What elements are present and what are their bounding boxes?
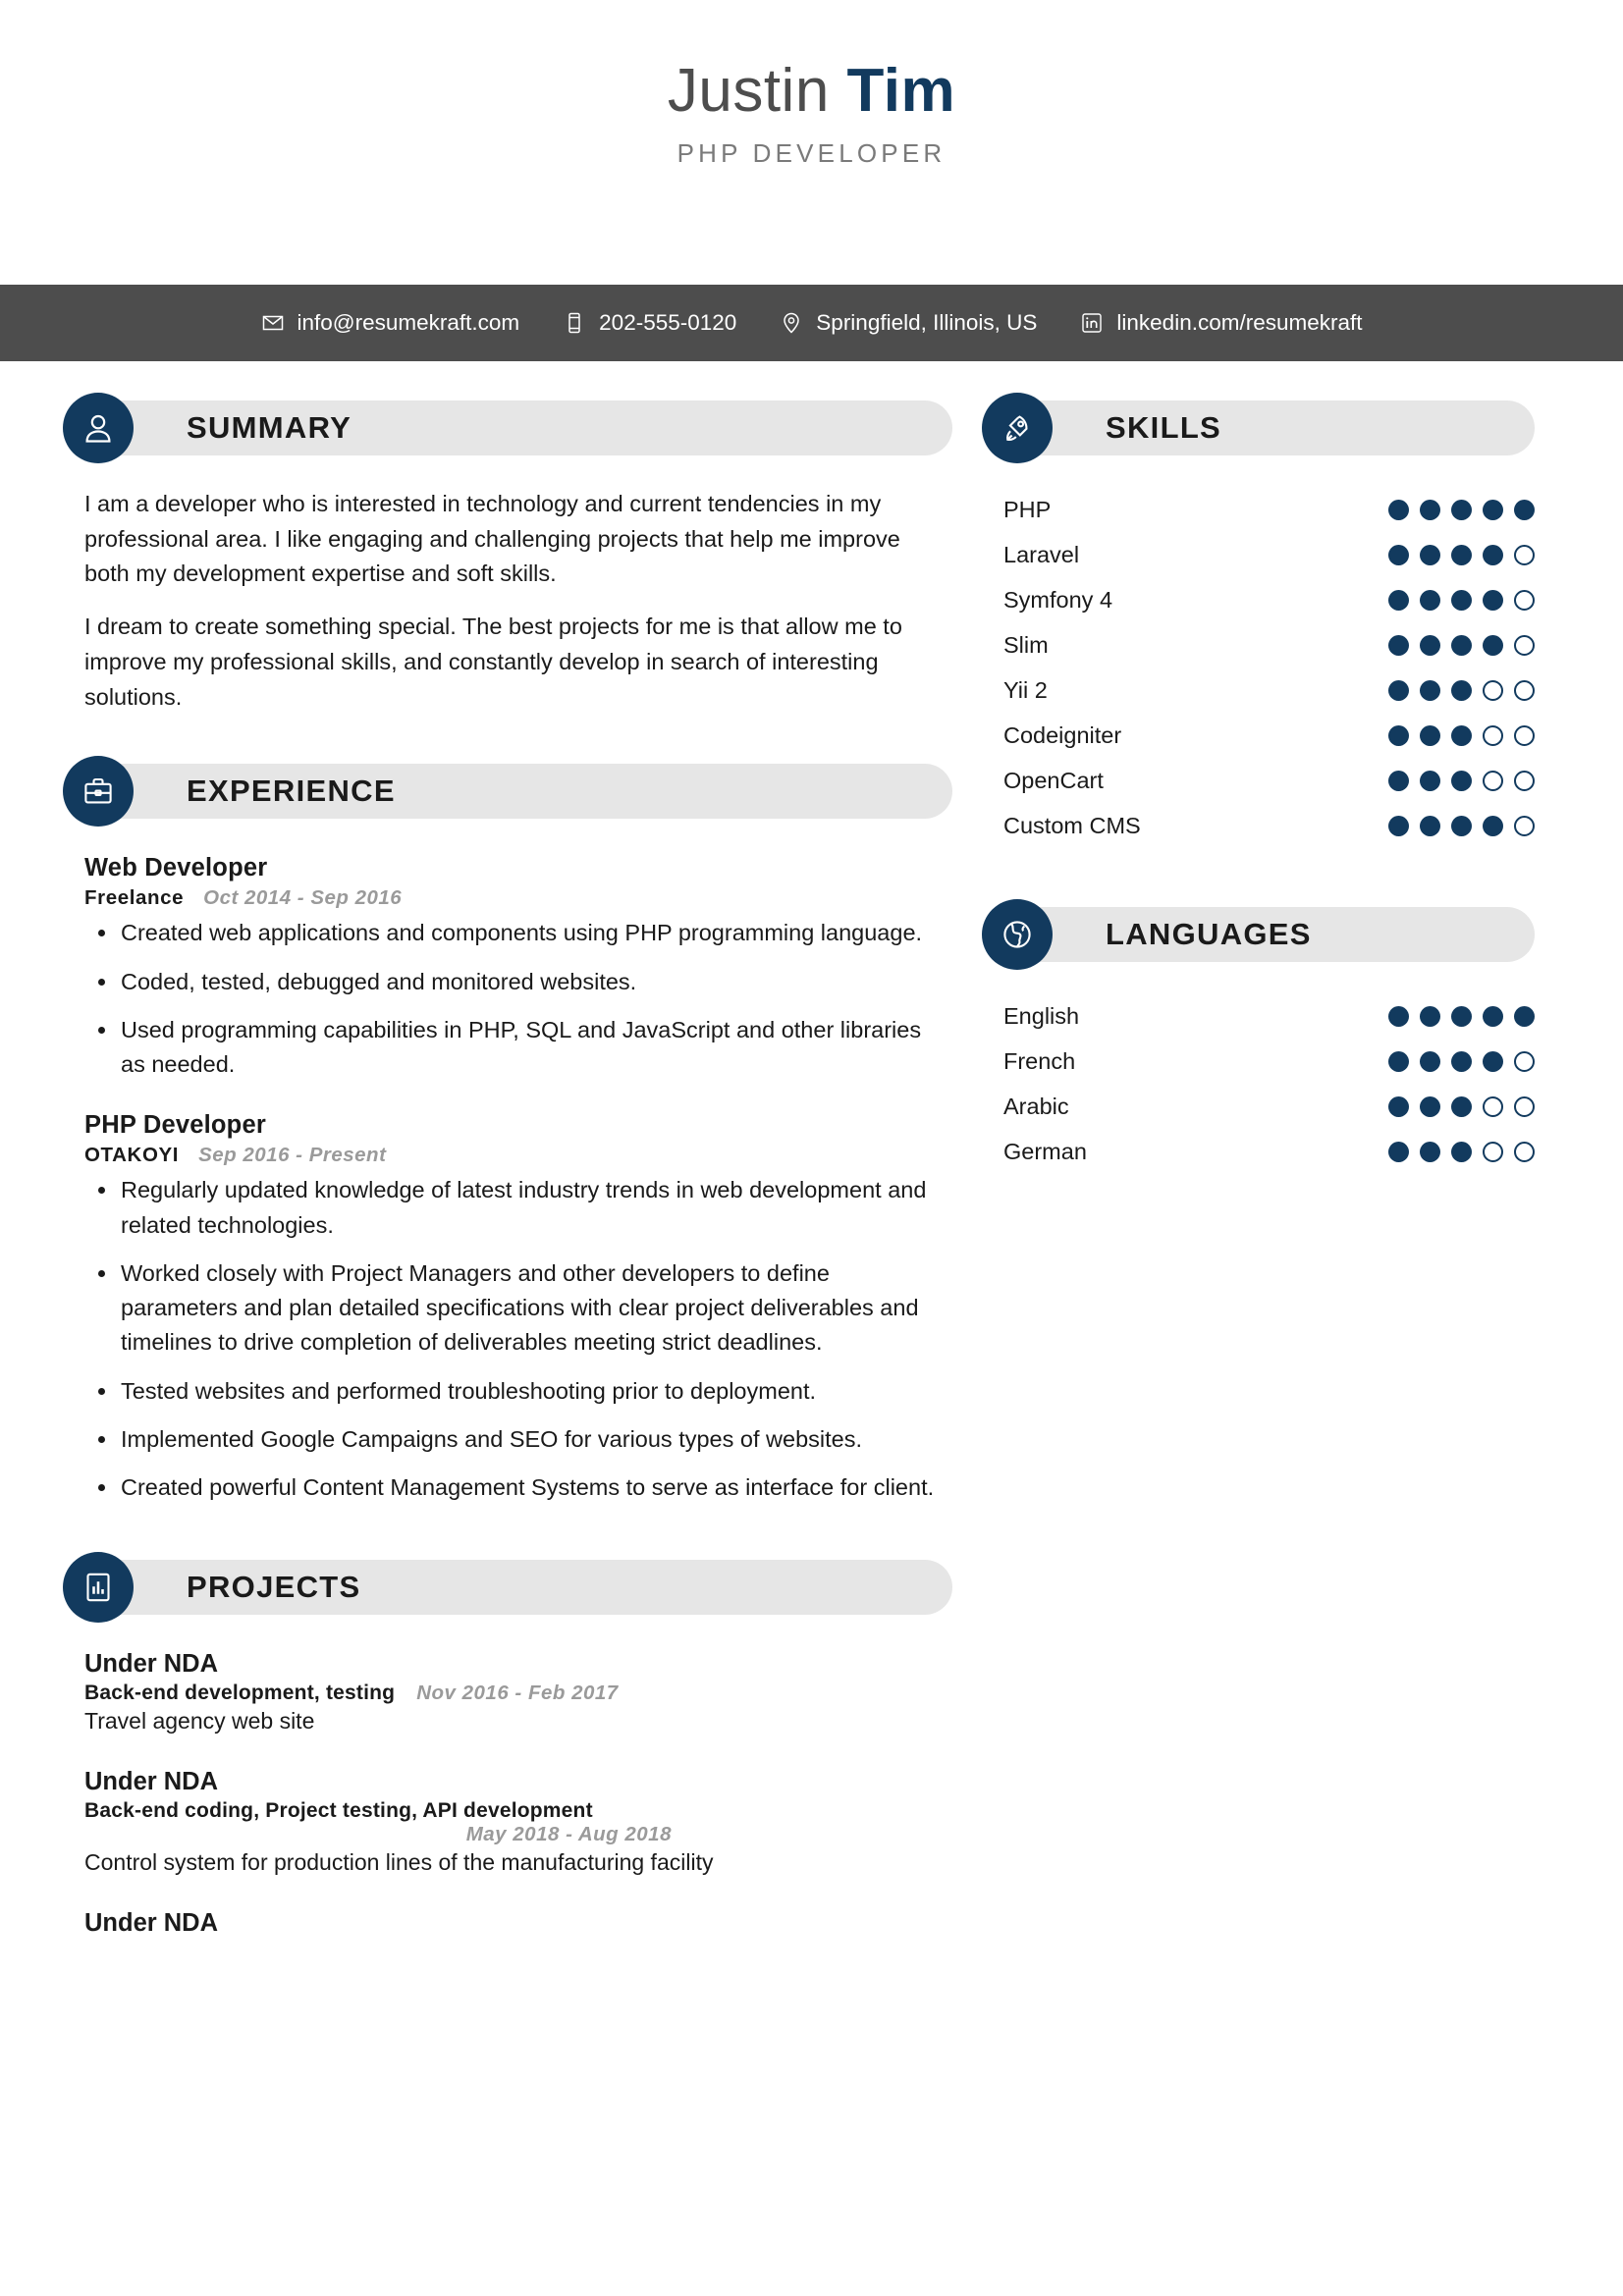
section-experience-header [63, 756, 956, 827]
rocket-icon [982, 393, 1053, 463]
experience-role: Web Developer [84, 854, 268, 882]
rating-label: Symfony 4 [1003, 586, 1113, 613]
spacer [982, 848, 1535, 899]
contact-location[interactable] [780, 310, 1037, 336]
rating-dots [1388, 680, 1535, 701]
rating-dots [1388, 590, 1535, 611]
rating-dot-filled [1451, 1006, 1472, 1027]
left-column [0, 393, 982, 1971]
email-icon [261, 311, 285, 335]
resume-header [0, 0, 1623, 169]
project-date: Nov 2016 - Feb 2017 [416, 1682, 619, 1705]
rating-dot-filled [1388, 1006, 1409, 1027]
job-title: PHP DEVELOPER [676, 138, 947, 169]
rating-label: OpenCart [1003, 767, 1104, 793]
section-languages-header [982, 899, 1535, 970]
rating-dot-empty [1483, 1096, 1503, 1117]
languages-title: LANGUAGES [1106, 917, 1312, 951]
rating-dot-empty [1514, 1051, 1535, 1072]
section-projects-header [63, 1552, 956, 1623]
rating-dot-empty [1514, 725, 1535, 746]
experience-list [63, 836, 956, 1505]
linkedin-icon [1080, 311, 1104, 335]
rating-dot-filled [1451, 590, 1472, 611]
experience-title: EXPERIENCE [187, 774, 396, 809]
rating-dot-filled [1451, 1096, 1472, 1117]
rating-row [1003, 1129, 1535, 1174]
rating-dot-filled [1388, 545, 1409, 565]
rating-dot-empty [1514, 590, 1535, 611]
rating-dot-filled [1420, 590, 1440, 611]
rating-dot-filled [1451, 680, 1472, 701]
rating-dot-empty [1514, 771, 1535, 791]
rating-dot-filled [1420, 725, 1440, 746]
contact-location-text: Springfield, Illinois, US [816, 310, 1038, 335]
rating-dot-filled [1420, 635, 1440, 656]
person-icon [63, 393, 134, 463]
rating-dot-filled [1388, 1142, 1409, 1162]
rating-dot-empty [1514, 816, 1535, 836]
rating-dot-empty [1514, 1096, 1535, 1117]
project-meta [84, 1682, 947, 1705]
resume-body [0, 393, 1623, 1971]
rating-label: PHP [1003, 496, 1052, 522]
rating-label: English [1003, 1002, 1080, 1029]
experience-org: OTAKOYI [84, 1144, 180, 1167]
contact-linkedin-text: linkedin.com/resumekraft [1116, 310, 1363, 335]
rating-dot-filled [1451, 500, 1472, 520]
phone-icon [563, 311, 586, 335]
rating-dot-empty [1483, 1142, 1503, 1162]
rating-dot-filled [1388, 725, 1409, 746]
candidate-name [0, 57, 1623, 125]
rating-dot-filled [1420, 500, 1440, 520]
briefcase-icon [63, 756, 134, 827]
rating-row [1003, 758, 1535, 803]
rating-row [1003, 713, 1535, 758]
rating-dot-filled [1514, 1006, 1535, 1027]
bullet-item: Implemented Google Campaigns and SEO for various types of websites. [84, 1422, 947, 1457]
bullet-item: Created powerful Content Management Systems to serve as interface for client. [84, 1470, 947, 1505]
rating-dots [1388, 635, 1535, 656]
rating-dot-empty [1483, 680, 1503, 701]
rating-label: Arabic [1003, 1093, 1069, 1119]
project-description: Travel agency web site [84, 1708, 315, 1735]
rating-dot-empty [1514, 635, 1535, 656]
rating-dot-filled [1388, 635, 1409, 656]
rating-dot-filled [1483, 1051, 1503, 1072]
rating-dot-filled [1451, 816, 1472, 836]
rating-label: Yii 2 [1003, 676, 1048, 703]
project-role: Back-end development, testing [84, 1682, 396, 1705]
rating-dots [1388, 816, 1535, 836]
project-name: Under NDA [84, 1650, 219, 1679]
globe-icon [982, 899, 1053, 970]
rating-dot-empty [1514, 1142, 1535, 1162]
rating-dot-filled [1388, 771, 1409, 791]
rating-dots [1388, 771, 1535, 791]
rating-dot-filled [1451, 545, 1472, 565]
rating-dot-filled [1420, 545, 1440, 565]
rating-label: Slim [1003, 631, 1049, 658]
rating-dot-empty [1483, 725, 1503, 746]
rating-dot-filled [1451, 1051, 1472, 1072]
rating-dot-filled [1420, 816, 1440, 836]
location-icon [780, 311, 803, 335]
rating-dot-filled [1483, 545, 1503, 565]
rating-dot-filled [1420, 680, 1440, 701]
bullet-item: Worked closely with Project Managers and other developers to define parameters and plan detailed specifications with clear project deliverables and timelines to drive completion of deliverables meeting strict deadlines. [84, 1256, 947, 1361]
experience-entry [84, 1111, 947, 1505]
skills-list [982, 473, 1535, 848]
bullet-item: Tested websites and performed troubleshooting prior to deployment. [84, 1374, 947, 1409]
project-name: Under NDA [84, 1909, 219, 1938]
experience-pill [92, 764, 952, 819]
projects-pill [92, 1560, 952, 1615]
rating-dot-filled [1514, 500, 1535, 520]
experience-date: Sep 2016 - Present [198, 1144, 387, 1167]
rating-dot-filled [1451, 771, 1472, 791]
section-skills-header [982, 393, 1535, 463]
rating-dot-filled [1451, 1142, 1472, 1162]
summary-title: SUMMARY [187, 410, 352, 445]
rating-row [1003, 622, 1535, 667]
project-description: Control system for production lines of the manufacturing facility [84, 1849, 714, 1876]
rating-dot-filled [1388, 500, 1409, 520]
rating-dot-empty [1514, 680, 1535, 701]
rating-dots [1388, 725, 1535, 746]
rating-dot-filled [1420, 771, 1440, 791]
rating-dot-filled [1420, 1051, 1440, 1072]
experience-meta [84, 886, 947, 910]
rating-row [1003, 1084, 1535, 1129]
bullet-item: Coded, tested, debugged and monitored websites. [84, 965, 947, 999]
rating-dots [1388, 1096, 1535, 1117]
projects-list [63, 1632, 956, 1938]
contact-phone[interactable] [563, 310, 736, 336]
rating-dot-filled [1483, 590, 1503, 611]
summary-paragraph: I dream to create something special. The best projects for me is that allow me to improve my professional skills, and constantly develop in search of interesting solutions. [84, 614, 902, 710]
rating-dot-filled [1388, 816, 1409, 836]
rating-dot-filled [1483, 500, 1503, 520]
rating-dots [1388, 1051, 1535, 1072]
experience-bullets [84, 1173, 947, 1505]
rating-row [1003, 1039, 1535, 1084]
rating-label: German [1003, 1138, 1087, 1164]
rating-dot-empty [1483, 771, 1503, 791]
rating-dot-filled [1483, 635, 1503, 656]
rating-dots [1388, 545, 1535, 565]
summary-body [63, 473, 956, 715]
contact-phone-text: 202-555-0120 [599, 310, 737, 335]
project-name: Under NDA [84, 1768, 219, 1796]
rating-dots [1388, 1006, 1535, 1027]
rating-row [1003, 993, 1535, 1039]
rating-dot-filled [1388, 1096, 1409, 1117]
contact-linkedin[interactable] [1080, 310, 1362, 336]
last-name: Tim [846, 57, 956, 125]
rating-dot-filled [1483, 1006, 1503, 1027]
bullet-item: Created web applications and components using PHP programming language. [84, 916, 947, 950]
experience-role: PHP Developer [84, 1111, 266, 1140]
rating-dot-filled [1420, 1096, 1440, 1117]
right-column [982, 393, 1623, 1174]
rating-dot-filled [1388, 590, 1409, 611]
languages-pill [1011, 907, 1535, 962]
section-summary-header [63, 393, 956, 463]
rating-dot-filled [1388, 680, 1409, 701]
experience-entry [84, 854, 947, 1082]
chart-icon [63, 1552, 134, 1623]
rating-dot-filled [1420, 1142, 1440, 1162]
rating-row [1003, 487, 1535, 532]
rating-row [1003, 577, 1535, 622]
first-name: Justin [667, 57, 830, 125]
experience-date: Oct 2014 - Sep 2016 [203, 886, 403, 910]
languages-list [982, 980, 1535, 1174]
experience-meta [84, 1144, 947, 1167]
skills-pill [1011, 400, 1535, 455]
projects-title: PROJECTS [187, 1570, 361, 1605]
contact-email[interactable] [261, 310, 520, 336]
rating-dot-filled [1388, 1051, 1409, 1072]
rating-label: Laravel [1003, 541, 1080, 567]
rating-label: French [1003, 1047, 1076, 1074]
skills-title: SKILLS [1106, 410, 1222, 445]
experience-bullets [84, 916, 947, 1082]
project-date: May 2018 - Aug 2018 [465, 1823, 672, 1846]
summary-paragraph: I am a developer who is interested in technology and current tendencies in my professional area. I like engaging and challenging projects that help me improve both my development expertise and soft skills. [84, 491, 900, 587]
rating-dot-filled [1451, 725, 1472, 746]
rating-dot-filled [1483, 816, 1503, 836]
rating-row [1003, 532, 1535, 577]
project-role: Back-end coding, Project testing, API development [84, 1799, 593, 1823]
project-entry [84, 1909, 947, 1938]
contact-email-text: info@resumekraft.com [297, 310, 520, 335]
contact-bar [0, 285, 1623, 361]
rating-dots [1388, 500, 1535, 520]
bullet-item: Used programming capabilities in PHP, SQL and JavaScript and other libraries as needed. [84, 1013, 947, 1083]
bullet-item: Regularly updated knowledge of latest industry trends in web development and related technologies. [84, 1173, 947, 1243]
summary-pill [92, 400, 952, 455]
rating-dot-filled [1420, 1006, 1440, 1027]
rating-label: Custom CMS [1003, 812, 1141, 838]
rating-dot-empty [1514, 545, 1535, 565]
rating-dot-filled [1451, 635, 1472, 656]
rating-row [1003, 667, 1535, 713]
experience-org: Freelance [84, 886, 185, 910]
project-entry [84, 1650, 947, 1735]
rating-dots [1388, 1142, 1535, 1162]
rating-row [1003, 803, 1535, 848]
project-entry [84, 1768, 947, 1876]
rating-label: Codeigniter [1003, 721, 1122, 748]
